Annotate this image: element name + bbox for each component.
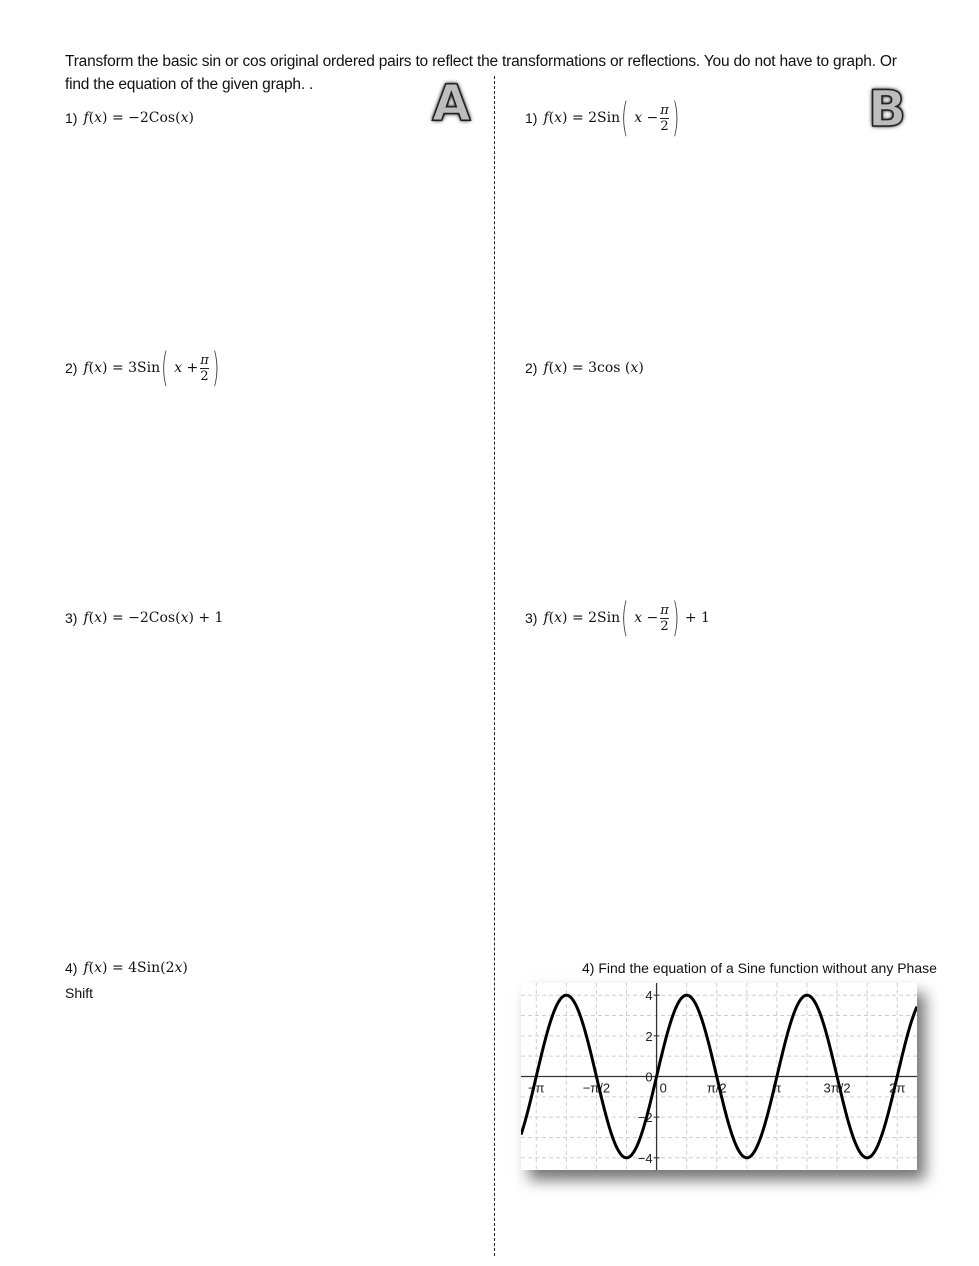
- x-tick-label: −π: [527, 1080, 545, 1096]
- equation-b2: f ( x ) = 3cos ( x ): [543, 360, 644, 376]
- problem-b3: 3) f ( x ) = 2Sin ( x − $\frac{\pi}{2}$ ) + 1: [525, 595, 710, 641]
- problem-a4: 4) f ( x ) = 4Sin(2 x ): [65, 960, 188, 976]
- x-tick-label: π/2: [706, 1080, 727, 1096]
- problem-a2: 2) f ( x ) = 3Sin ( x + $\frac{\pi}{2}$ ): [65, 345, 220, 391]
- equation-a2: f ( x ) = 3Sin ( x + $\frac{\pi}{2}$ ): [83, 345, 220, 391]
- problem-b2: 2) f ( x ) = 3cos ( x ): [525, 360, 644, 376]
- equation-a1: f ( x ) = −2Cos( x ): [83, 110, 194, 126]
- column-label-a: A: [432, 74, 471, 132]
- column-divider: [494, 76, 495, 1256]
- y-tick-label: 0: [645, 1069, 653, 1085]
- y-tick-label: −4: [637, 1150, 653, 1166]
- equation-b3: f ( x ) = 2Sin ( x − $\frac{\pi}{2}$ ) + 1: [543, 595, 710, 641]
- y-tick-label: 4: [645, 988, 653, 1004]
- equation-b1: f ( x ) = 2Sin ( x − $\frac{\pi}{2}$ ): [543, 95, 680, 141]
- x-tick-label: −π/2: [582, 1080, 611, 1096]
- problem-b4-caption: 4) Find the equation of a Sine function without any Phase: [582, 960, 937, 976]
- column-label-b: B: [868, 80, 907, 138]
- problem-b1: 1) f ( x ) = 2Sin ( x − $\frac{\pi}{2}$ ): [525, 95, 680, 141]
- equation-a3: f ( x ) = −2Cos( x ) + 1: [83, 610, 224, 626]
- problem-a3: 3) f ( x ) = −2Cos( x ) + 1: [65, 610, 224, 626]
- instructions: Transform the basic sin or cos original ordered pairs to reflect the transformations or reflections. You do not have to graph. Or find the equation of the given graph. .: [65, 53, 897, 93]
- x-tick-label: 0: [659, 1080, 667, 1096]
- shift-text: Shift: [65, 985, 94, 1001]
- y-tick-label: −2: [637, 1110, 653, 1126]
- y-tick-label: 2: [645, 1028, 653, 1044]
- problem-a1: 1) f ( x ) = −2Cos( x ): [65, 110, 194, 126]
- equation-a4: f ( x ) = 4Sin(2 x ): [83, 960, 188, 976]
- x-tick-label: π: [772, 1080, 782, 1096]
- x-tick-label: 2π: [889, 1080, 906, 1096]
- sine-graph-svg: [521, 983, 917, 1170]
- sine-graph: [521, 983, 917, 1170]
- x-tick-label: 3π/2: [823, 1080, 851, 1096]
